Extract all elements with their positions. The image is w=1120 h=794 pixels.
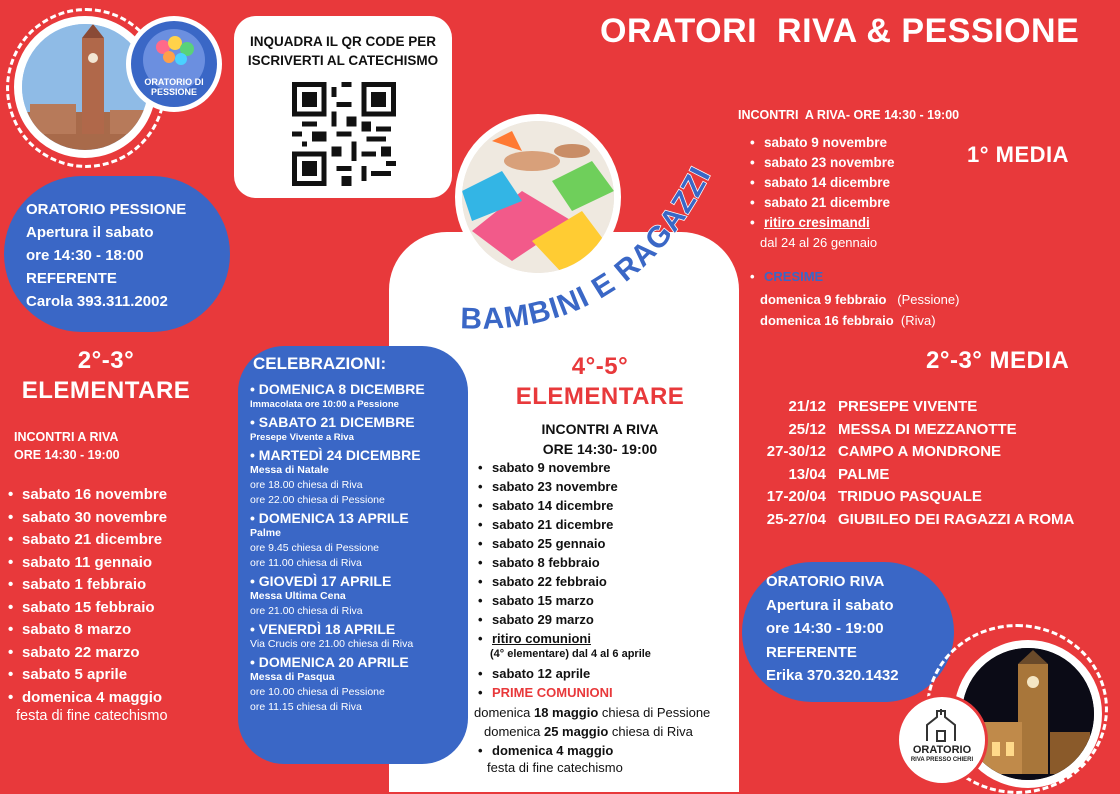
list-item (750, 213, 895, 233)
list-item: • sabato 16 novembre (8, 484, 167, 507)
pessione-line-5: Carola 393.311.2002 (26, 293, 168, 310)
media1-header: INCONTRI A RIVA- ORE 14:30 - 19:00 (738, 108, 960, 122)
media1-ritiro: ritiro cresimandi (764, 215, 870, 230)
logo-riva-line1: ORATORIO (912, 744, 972, 756)
celebrazione-sub: Via Crucis ore 21.00 chiesa di Riva (250, 638, 414, 650)
pessione-line-1: ORATORIO PESSIONE (26, 201, 187, 218)
elem23-sub-line2: ORE 14:30 - 19:00 (14, 448, 120, 462)
media1-date-list (750, 133, 895, 233)
elem45-last-note: festa di fine catechismo (487, 760, 623, 775)
elem23-title-line2: ELEMENTARE (21, 377, 191, 404)
list-item: • sabato 14 dicembre (750, 173, 895, 193)
celebrazioni-title: CELEBRAZIONI: (253, 354, 387, 373)
pessione-line-4: REFERENTE (26, 270, 117, 287)
list-item: • sabato 21 dicembre (478, 515, 618, 534)
elem23-title-line1: 2°-3° (77, 347, 135, 374)
list-item: • sabato 29 marzo (478, 610, 618, 629)
page-title: ORATORI RIVA & PESSIONE (600, 12, 1080, 50)
elem45-title-line1: 4°-5° (571, 353, 629, 380)
list-item: • sabato 1 febbraio (8, 574, 167, 597)
list-item: • sabato 14 dicembre (478, 496, 618, 515)
pessione-line-3: ore 14:30 - 18:00 (26, 247, 144, 264)
celebrazione-sub: Immacolata ore 10:00 a Pessione (250, 399, 399, 410)
qr-caption-line2: ISCRIVERTI AL CATECHISMO (247, 53, 439, 68)
celebrazione-sub: ore 11.15 chiesa di Riva (250, 701, 362, 713)
qr-caption-line1: INQUADRA IL QR CODE PER (249, 34, 436, 49)
list-item: • sabato 11 gennaio (8, 552, 167, 575)
celebrazione-sub: ore 18.00 chiesa di Riva (250, 479, 363, 491)
list-item: • sabato 23 novembre (750, 153, 895, 173)
elem45-date-list (478, 458, 618, 648)
list-item: • sabato 9 novembre (750, 133, 895, 153)
pessione-line-2: Apertura il sabato (26, 224, 154, 241)
riva-line-2: Apertura il sabato (766, 596, 894, 614)
elem23-sub-line1: INCONTRI A RIVA (14, 430, 119, 444)
list-item: • sabato 8 febbraio (478, 553, 618, 572)
logo-oratorio-riva (896, 694, 988, 786)
celebrazione-item: • MARTEDÌ 24 DICEMBRE Messa di Natale ore 18.00 chiesa di Riva ore 22.00 chiesa di Pessione (250, 447, 464, 508)
celebrazione-sub: ore 21.00 chiesa di Riva (250, 605, 363, 617)
media23-event-row: 13/04 PALME (788, 465, 890, 483)
media23-events (740, 396, 1074, 531)
celebrazione-main: SABATO 21 DICEMBRE (258, 414, 415, 430)
elem23-date-list (8, 484, 167, 709)
celebrazione-item: • DOMENICA 13 APRILE Palme ore 9.45 chiesa di Pessione ore 11.00 chiesa di Riva (250, 510, 464, 571)
media1-title: 1° MEDIA (967, 142, 1070, 167)
media1-cresime-title: CRESIME (764, 269, 824, 284)
celebrazione-item: • DOMENICA 20 APRILE Messa di Pasqua ore 10.00 chiesa di Pessione ore 11.15 chiesa di Riva (250, 654, 464, 715)
list-item: • domenica 4 maggio (478, 741, 613, 760)
list-item: • sabato 30 novembre (8, 507, 167, 530)
elem45-ritiro: ritiro comunioni (492, 631, 591, 646)
elem45-prime-2: domenica 25 maggio chiesa di Riva (484, 724, 693, 739)
media23-event-row: 21/12 PRESEPE VIVENTE (788, 398, 978, 415)
celebrazione-main: DOMENICA 20 APRILE (258, 654, 409, 670)
riva-line-1: ORATORIO RIVA (766, 573, 885, 590)
celebrazione-item: • GIOVEDÌ 17 APRILE Messa Ultima Cena ore 21.00 chiesa di Riva (250, 573, 464, 619)
church-outline-icon (923, 709, 963, 743)
qr-code[interactable] (292, 82, 396, 186)
elem45-sub-line1: INCONTRI A RIVA (541, 421, 659, 437)
svg-text:BAMBINI E RAGAZZI (460, 161, 718, 335)
celebrazione-main: VENERDÌ 18 APRILE (258, 621, 396, 637)
celebrazioni-list (250, 381, 464, 715)
media1-ritiro-note: dal 24 al 26 gennaio (760, 235, 878, 250)
list-item: • sabato 12 aprile (478, 664, 613, 683)
celebrazione-sub: ore 9.45 chiesa di Pessione (250, 542, 379, 554)
list-item: • domenica 4 maggio (8, 687, 167, 710)
list-item: • sabato 25 gennaio (478, 534, 618, 553)
list-item: • sabato 15 marzo (478, 591, 618, 610)
list-item: • sabato 22 marzo (8, 642, 167, 665)
celebrazione-sub: Messa di Pasqua (250, 671, 335, 683)
media1-cresime-2: domenica 16 febbraio (Riva) (760, 313, 936, 328)
elem23-end-note: festa di fine catechismo (16, 708, 168, 724)
media23-event-row: 17-20/04 TRIDUO PASQUALE (766, 488, 982, 505)
celebrazione-main: MARTEDÌ 24 DICEMBRE (258, 447, 421, 463)
celebrazione-sub: Messa di Natale (250, 464, 329, 476)
celebrazione-main: DOMENICA 8 DICEMBRE (258, 381, 425, 397)
media23-event-row: 25/12 MESSA DI MEZZANOTTE (788, 420, 1017, 438)
logo-riva-line2: RIVA PRESSO CHIERI (910, 757, 974, 763)
celebrazione-item: • SABATO 21 DICEMBRE Presepe Vivente a Riva (250, 414, 464, 445)
list-item: • sabato 5 aprile (8, 664, 167, 687)
list-item: • sabato 21 dicembre (8, 529, 167, 552)
riva-line-4: REFERENTE (766, 643, 857, 661)
celebrazione-item: • DOMENICA 8 DICEMBRE Immacolata ore 10:00 a Pessione (250, 381, 464, 412)
celebrazione-item: • VENERDÌ 18 APRILE Via Crucis ore 21.00 chiesa di Riva (250, 621, 464, 652)
logo-oratorio-pessione (126, 16, 222, 112)
celebrazione-sub: Messa Ultima Cena (250, 590, 346, 602)
list-item: • sabato 22 febbraio (478, 572, 618, 591)
logo-pessione-line2: PESSIONE (150, 87, 197, 97)
riva-line-3: ore 14:30 - 19:00 (766, 620, 884, 637)
list-item: • sabato 9 novembre (478, 458, 618, 477)
celebrazione-main: DOMENICA 13 APRILE (258, 510, 409, 526)
elem45-sub-line2: ORE 14:30- 19:00 (542, 441, 658, 457)
oratorio-pessione-card (4, 176, 230, 332)
banner-text: BAMBINI E RAGAZZI (459, 161, 718, 336)
elem45-ritiro-note: (4° elementare) dal 4 al 6 aprile (490, 648, 651, 660)
celebrazione-sub: ore 11.00 chiesa di Riva (250, 557, 362, 569)
qr-card (234, 16, 452, 198)
list-item: • sabato 15 febbraio (8, 597, 167, 620)
media1-cresime-1: domenica 9 febbraio (Pessione) (760, 292, 960, 307)
celebrazione-sub: ore 10.00 chiesa di Pessione (250, 686, 385, 698)
list-item: • sabato 23 novembre (478, 477, 618, 496)
elem45-prime-1: domenica 18 maggio chiesa di Pessione (474, 705, 711, 720)
list-item (478, 629, 618, 648)
banner-bambini-ragazzi (430, 100, 770, 360)
elem45-prime-title: PRIME COMUNIONI (492, 685, 613, 700)
list-item: • sabato 21 dicembre (750, 193, 895, 213)
celebrazione-sub: Presepe Vivente a Riva (250, 432, 354, 443)
media23-event-row: 27-30/12 CAMPO A MONDRONE (766, 443, 1002, 460)
elem45-title-line2: ELEMENTARE (515, 383, 685, 410)
media23-event-row: 25-27/04 GIUBILEO DEI RAGAZZI A ROMA (766, 510, 1075, 528)
list-item: • sabato 8 marzo (8, 619, 167, 642)
list-item (750, 269, 823, 284)
celebrazione-sub: Palme (250, 527, 281, 539)
logo-pessione-line1: ORATORIO DI (144, 77, 204, 87)
riva-line-5: Erika 370.320.1432 (766, 667, 899, 684)
media23-title: 2°-3° MEDIA (926, 347, 1070, 374)
list-item (478, 683, 613, 702)
oratorio-riva-card (742, 562, 954, 702)
celebrazione-main: GIOVEDÌ 17 APRILE (258, 573, 392, 589)
celebrazione-sub: ore 22.00 chiesa di Pessione (250, 494, 385, 506)
